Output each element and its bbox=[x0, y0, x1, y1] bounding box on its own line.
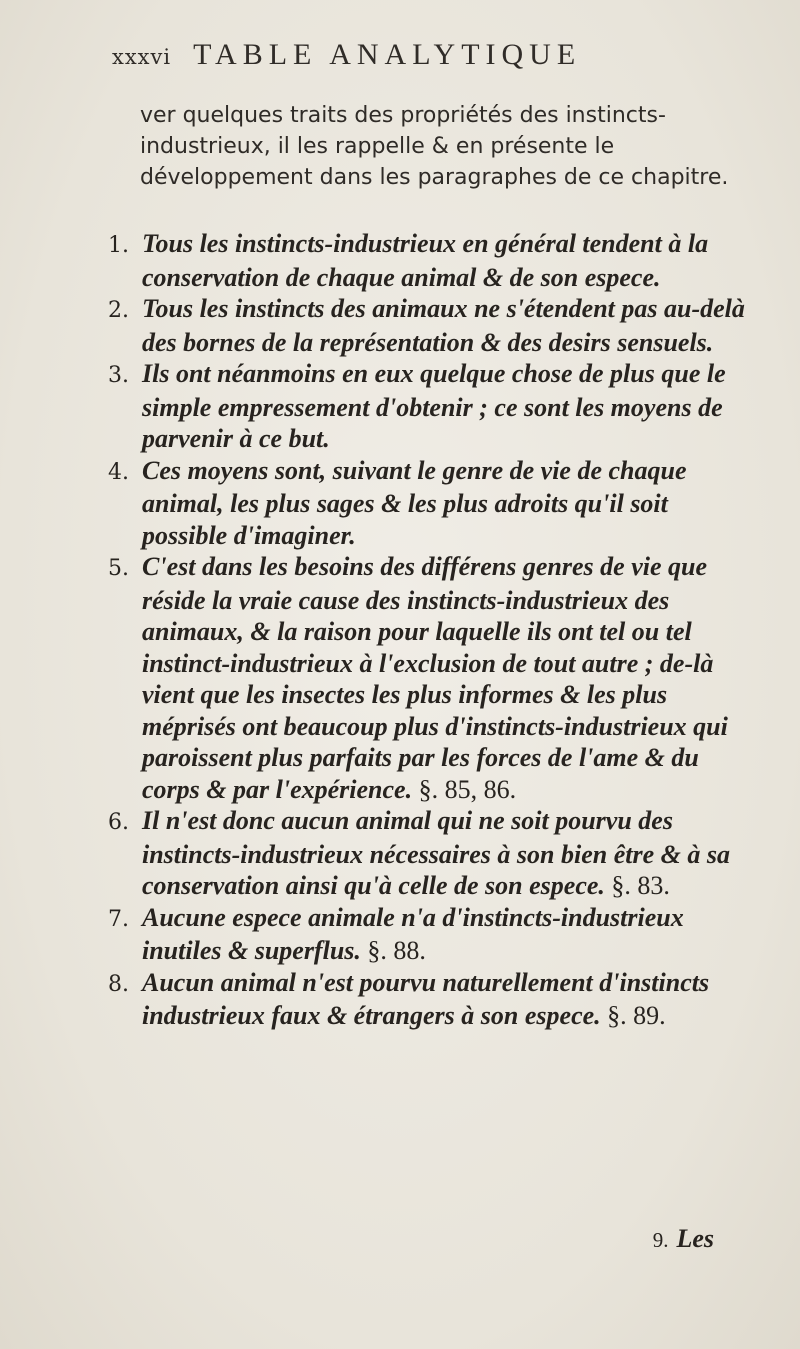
list-item bbox=[108, 551, 748, 805]
page-number: xxxvi bbox=[112, 45, 172, 69]
item-number: 6. bbox=[108, 810, 129, 835]
section-reference: §. 85, 86. bbox=[418, 774, 517, 804]
item-text: Aucune espece animale n'a d'instincts-industrieux inutiles & superflus. bbox=[142, 902, 684, 965]
item-number: 2. bbox=[108, 298, 129, 323]
item-text: Il n'est donc aucun animal qui ne soit pourvu des instincts-industrieux nécessaires à son bien être & à sa conservation ainsi qu'à celle de son espece. bbox=[142, 806, 730, 900]
page-header bbox=[112, 38, 672, 82]
item-number: 4. bbox=[108, 459, 129, 485]
section-reference: §. 88. bbox=[367, 936, 426, 965]
section-reference: §. 89. bbox=[607, 1001, 666, 1030]
numbered-list bbox=[108, 228, 748, 1032]
item-text: Ils ont néanmoins en eux quelque chose de plus que le simple empressement d'obtenir ; ce sont les moyens de parvenir à ce but. bbox=[142, 359, 726, 453]
intro-paragraph: ver quelques traits des propriétés des instincts-industrieux, il les rappelle & en présente le développement dans les paragraphes de ce chapitre. bbox=[140, 103, 729, 190]
list-item bbox=[108, 228, 748, 293]
item-number: 3. bbox=[108, 363, 129, 388]
item-text: Ces moyens sont, suivant le genre de vie de chaque animal, les plus sages & les plus adroits qu'il soit possible d'imaginer. bbox=[142, 455, 687, 550]
item-number: 7. bbox=[108, 906, 129, 932]
item-text: C'est dans les besoins des différens genres de vie que réside la vraie cause des instincts-industrieux des animaux, & la raison pour laquelle ils ont tel ou tel instinct-industrieux à l'exclusion de tout autre ; de-là vient que les insectes les plus informes & les plus méprisés ont beaucoup plus d'instincts-industrieux qui paroissent plus parfaits par les forces de l'ame & du corps & par l'expérience. bbox=[142, 552, 728, 804]
item-text: Tous les instincts-industrieux en général tendent à la conservation de chaque animal & de son espece. bbox=[142, 229, 709, 292]
list-item bbox=[108, 902, 748, 967]
item-number: 1. bbox=[108, 233, 129, 258]
item-text: Tous les instincts des animaux ne s'étendent pas au-delà des bornes de la représentation & des desirs sensuels. bbox=[142, 294, 745, 357]
item-number: 8. bbox=[108, 971, 129, 997]
list-item bbox=[108, 967, 748, 1032]
list-item bbox=[108, 805, 748, 902]
list-item bbox=[108, 455, 748, 552]
item-number: 5. bbox=[108, 556, 129, 581]
list-item bbox=[108, 358, 748, 455]
section-reference: §. 83. bbox=[611, 871, 670, 900]
running-title: TABLE ANALYTIQUE bbox=[193, 38, 582, 71]
list-item bbox=[108, 293, 748, 358]
catchword-text: Les bbox=[676, 1224, 714, 1253]
catchword-number: 9. bbox=[652, 1228, 669, 1252]
item-text: Aucun animal n'est pourvu naturellement d'instincts industrieux faux & étrangers à son espece. bbox=[142, 967, 710, 1030]
catchword bbox=[653, 1224, 714, 1254]
